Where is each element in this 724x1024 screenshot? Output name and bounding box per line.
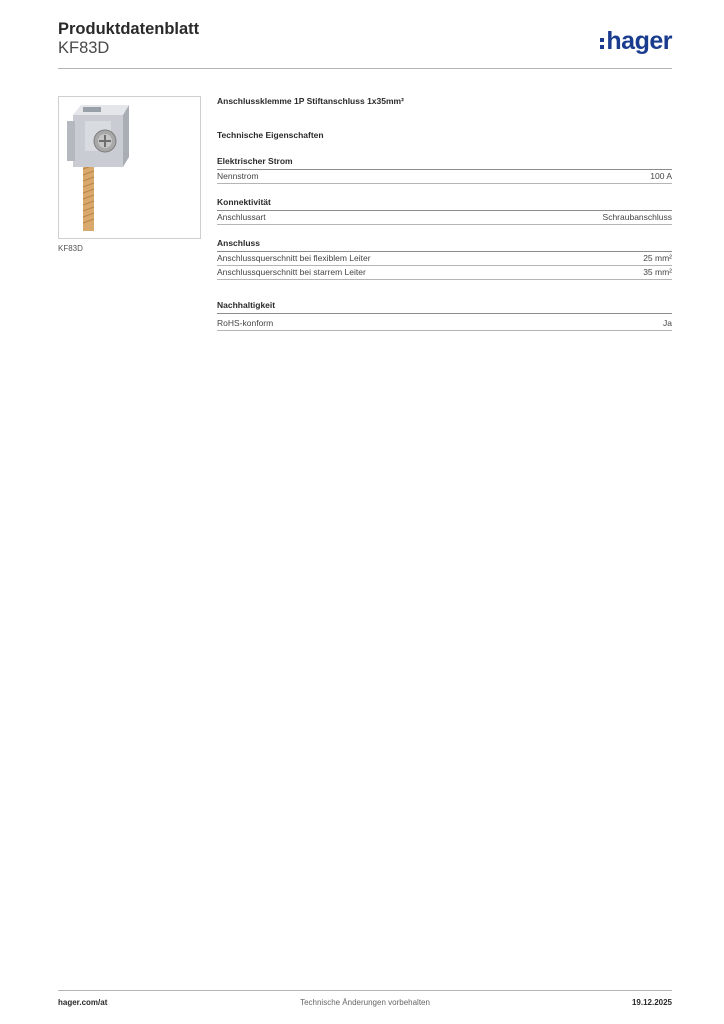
spec-value: 100 A — [650, 171, 672, 181]
group-title: Anschluss — [217, 238, 672, 252]
footer-divider — [58, 990, 672, 991]
spec-row — [217, 252, 672, 266]
group-title: Konnektivität — [217, 197, 672, 211]
spec-content — [217, 96, 672, 331]
spec-value: 35 mm² — [643, 267, 672, 277]
spec-label: Anschlussquerschnitt bei flexiblem Leiter — [217, 253, 371, 263]
logo-dots-icon — [600, 38, 604, 49]
spec-group-sustainability — [217, 300, 672, 331]
spec-row — [217, 170, 672, 184]
group-title: Elektrischer Strom — [217, 156, 672, 170]
group-title: Nachhaltigkeit — [217, 300, 672, 314]
spec-row — [217, 317, 672, 331]
hager-logo — [600, 26, 672, 56]
product-name: Anschlussklemme 1P Stiftanschluss 1x35mm² — [217, 96, 404, 106]
spec-heading: Technische Eigenschaften — [217, 130, 324, 140]
footer-website-link[interactable]: hager.com/at — [58, 998, 108, 1007]
spec-value: 25 mm² — [643, 253, 672, 263]
spec-label: RoHS-konform — [217, 318, 274, 328]
spec-row — [217, 266, 672, 280]
spec-value: Schraubanschluss — [602, 212, 672, 222]
spec-group-electric — [217, 156, 672, 184]
page-header — [58, 20, 672, 68]
header-divider — [58, 68, 672, 69]
page-footer — [58, 998, 672, 1010]
spec-label: Anschlussart — [217, 212, 266, 222]
terminal-clamp-icon — [59, 97, 200, 238]
spec-label: Nennstrom — [217, 171, 259, 181]
spec-label: Anschlussquerschnitt bei starrem Leiter — [217, 267, 366, 277]
spec-group-connection — [217, 238, 672, 280]
product-image — [58, 96, 201, 239]
document-title: Produktdatenblatt — [58, 20, 200, 38]
product-code: KF83D — [58, 39, 110, 57]
spec-value: Ja — [663, 318, 672, 328]
footer-note: Technische Änderungen vorbehalten — [300, 998, 430, 1007]
footer-date: 19.12.2025 — [631, 998, 672, 1007]
spec-row — [217, 211, 672, 225]
spec-group-connectivity — [217, 197, 672, 225]
image-caption: KF83D — [58, 244, 83, 253]
logo-text: hager — [606, 26, 672, 55]
